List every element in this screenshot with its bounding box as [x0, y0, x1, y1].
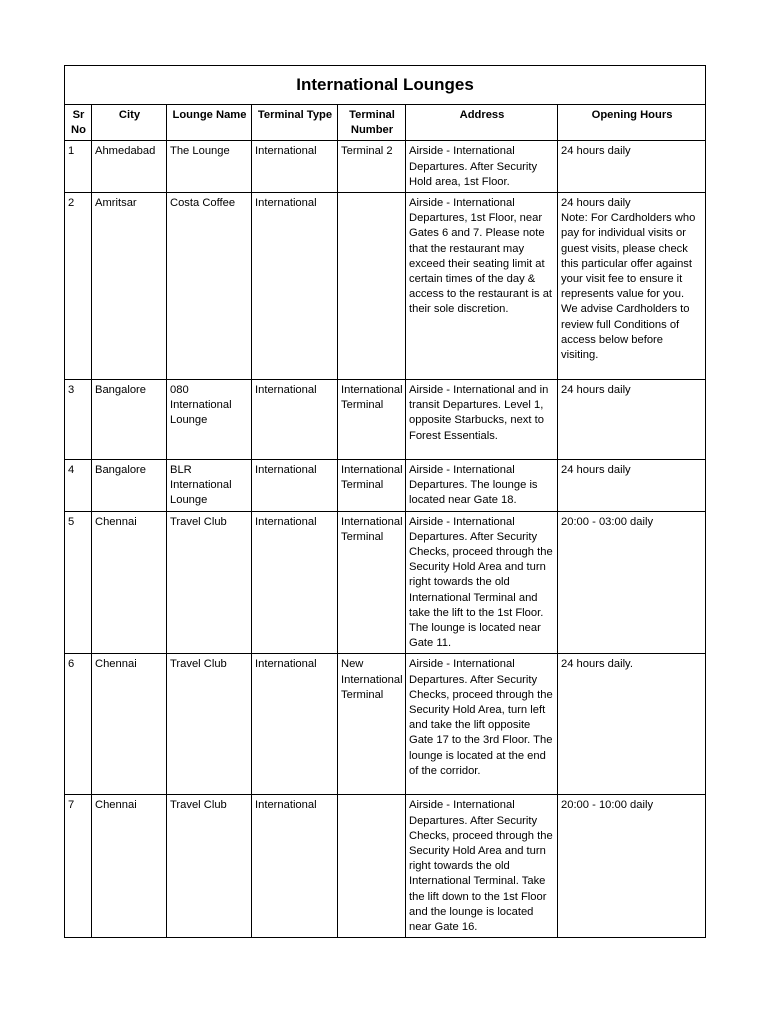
table-row: [65, 654, 706, 795]
col-header-terminal-number: Terminal Number: [338, 105, 406, 141]
cell-sr: 5: [65, 511, 92, 654]
col-header-terminal-type: Terminal Type: [252, 105, 338, 141]
col-header-city: City: [92, 105, 167, 141]
cell-address: Airside - International Departures. After Security Hold area, 1st Floor.: [406, 141, 558, 193]
lounges-table: [64, 65, 706, 938]
cell-type: International: [252, 193, 338, 380]
col-header-opening-hours: Opening Hours: [558, 105, 706, 141]
page-title: International Lounges: [65, 66, 706, 105]
cell-number: New International Terminal: [338, 654, 406, 795]
cell-lounge: BLR International Lounge: [167, 460, 252, 512]
cell-hours: 24 hours daily: [558, 380, 706, 460]
table-row: [65, 795, 706, 938]
col-header-sr-no: Sr No: [65, 105, 92, 141]
cell-number: Terminal 2: [338, 141, 406, 193]
cell-address: Airside - International Departures. After Security Checks, proceed through the Security Hold Area and turn right towards the old International Terminal and take the lift to the 1st Floor. The lounge is located near Gate 11.: [406, 511, 558, 654]
cell-city: Amritsar: [92, 193, 167, 380]
cell-lounge: Travel Club: [167, 654, 252, 795]
cell-lounge: Costa Coffee: [167, 193, 252, 380]
cell-type: International: [252, 141, 338, 193]
cell-lounge: Travel Club: [167, 795, 252, 938]
cell-number: International Terminal: [338, 380, 406, 460]
cell-city: Bangalore: [92, 460, 167, 512]
cell-city: Ahmedabad: [92, 141, 167, 193]
cell-sr: 4: [65, 460, 92, 512]
table-row: [65, 380, 706, 460]
cell-type: International: [252, 654, 338, 795]
cell-sr: 6: [65, 654, 92, 795]
cell-type: International: [252, 511, 338, 654]
cell-lounge: The Lounge: [167, 141, 252, 193]
cell-hours: 24 hours daily.: [558, 654, 706, 795]
cell-sr: 2: [65, 193, 92, 380]
cell-number: [338, 795, 406, 938]
cell-address: Airside - International Departures. After Security Checks, proceed through the Security Hold Area and turn right towards the old International Terminal. Take the lift down to the 1st Floor and the lounge is located near Gate 16.: [406, 795, 558, 938]
cell-city: Chennai: [92, 654, 167, 795]
cell-number: International Terminal: [338, 460, 406, 512]
cell-city: Chennai: [92, 511, 167, 654]
col-header-address: Address: [406, 105, 558, 141]
cell-address: Airside - International Departures, 1st Floor, near Gates 6 and 7. Please note that the restaurant may exceed their seating limit at certain times of the day & access to the restaurant is at their sole discretion.: [406, 193, 558, 380]
table-row: [65, 460, 706, 512]
cell-city: Chennai: [92, 795, 167, 938]
cell-type: International: [252, 380, 338, 460]
cell-type: International: [252, 460, 338, 512]
cell-hours: 24 hours daily: [558, 141, 706, 193]
cell-address: Airside - International and in transit Departures. Level 1, opposite Starbucks, next to Forest Essentials.: [406, 380, 558, 460]
cell-hours: 24 hours daily: [558, 460, 706, 512]
cell-hours: 20:00 - 10:00 daily: [558, 795, 706, 938]
cell-number: [338, 193, 406, 380]
cell-lounge: 080 International Lounge: [167, 380, 252, 460]
header-row: [65, 105, 706, 141]
cell-sr: 3: [65, 380, 92, 460]
table-row: [65, 193, 706, 380]
cell-sr: 1: [65, 141, 92, 193]
cell-sr: 7: [65, 795, 92, 938]
table-row: [65, 141, 706, 193]
cell-hours: 24 hours daily Note: For Cardholders who pay for individual visits or guest visits, please check this particular offer against your visit fee to ensure it represents value for you. We advise Cardholders to review full Conditions of access below before visiting.: [558, 193, 706, 380]
col-header-lounge-name: Lounge Name: [167, 105, 252, 141]
cell-lounge: Travel Club: [167, 511, 252, 654]
cell-address: Airside - International Departures. After Security Checks, proceed through the Security Hold Area, turn left and take the lift opposite Gate 17 to the 3rd Floor. The lounge is located at the end of the corridor.: [406, 654, 558, 795]
cell-hours: 20:00 - 03:00 daily: [558, 511, 706, 654]
cell-address: Airside - International Departures. The lounge is located near Gate 18.: [406, 460, 558, 512]
cell-type: International: [252, 795, 338, 938]
cell-city: Bangalore: [92, 380, 167, 460]
cell-number: International Terminal: [338, 511, 406, 654]
table-row: [65, 511, 706, 654]
